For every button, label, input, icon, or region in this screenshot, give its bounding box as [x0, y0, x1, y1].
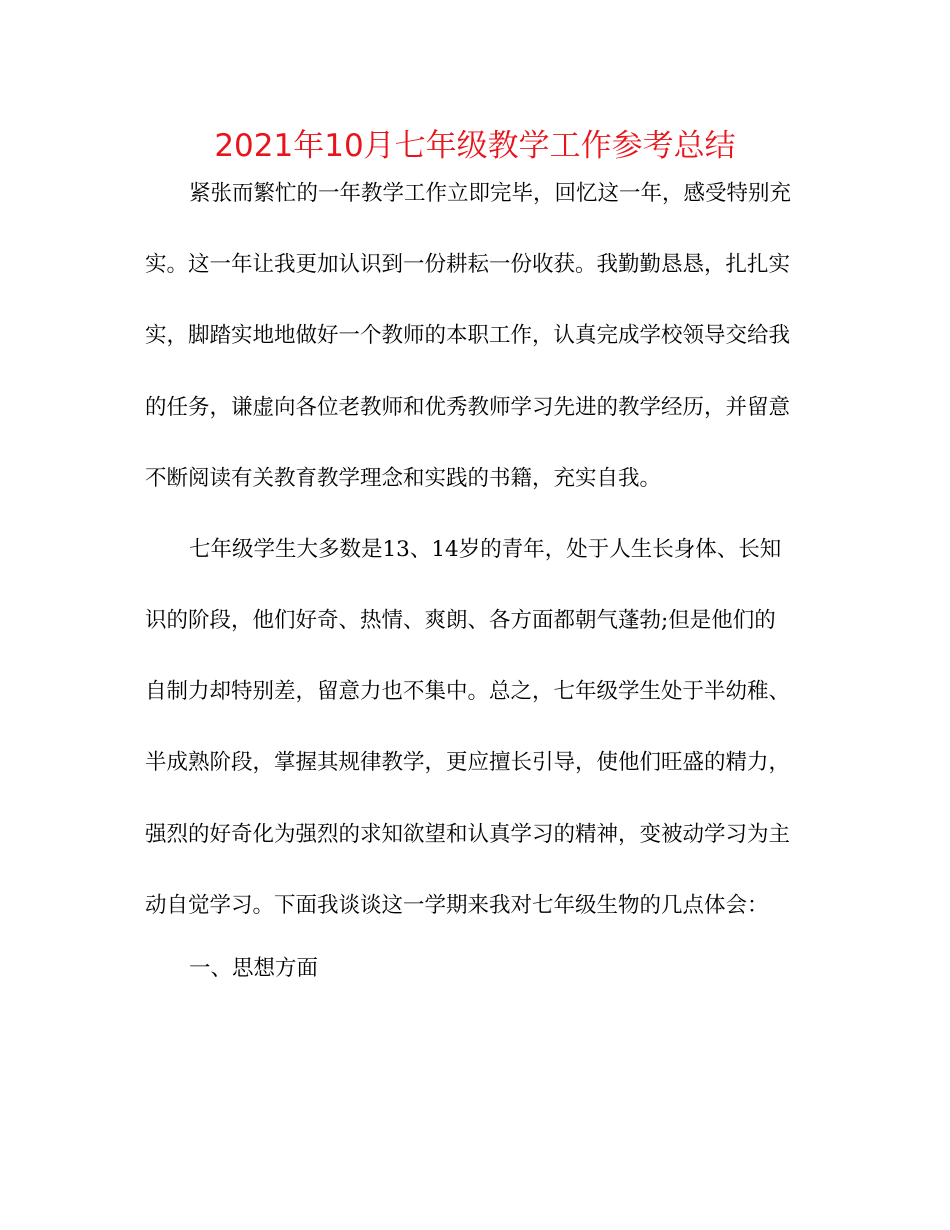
paragraph-2-line-5: 强烈的好奇化为强烈的求知欲望和认真学习的精神，变被动学习为主: [145, 822, 791, 847]
paragraph-2-line-6: 动自觉学习。下面我谈谈这一学期来我对七年级生物的几点体会：: [145, 893, 769, 918]
section-heading: 一、思想方面: [189, 956, 319, 981]
paragraph-1-line-5: 不断阅读有关教育教学理念和实践的书籍，充实自我。: [145, 466, 662, 491]
paragraph-2-line-1: 七年级学生大多数是13、14岁的青年，处于人生长身体、长知: [189, 537, 782, 562]
document-title: 2021年10月七年级教学工作参考总结: [214, 128, 736, 164]
paragraph-1-line-1: 紧张而繁忙的一年教学工作立即完毕，回忆这一年，感受特别充: [189, 181, 792, 206]
paragraph-2-line-3: 自制力却特别差，留意力也不集中。总之，七年级学生处于半幼稚、: [145, 679, 791, 704]
paragraph-1-line-2: 实。这一年让我更加认识到一份耕耘一份收获。我勤勤恳恳，扎扎实: [145, 252, 791, 277]
paragraph-2-line-2: 识的阶段，他们好奇、热情、爽朗、各方面都朝气蓬勃;但是他们的: [145, 608, 776, 633]
paragraph-1-line-3: 实，脚踏实地地做好一个教师的本职工作，认真完成学校领导交给我: [145, 323, 791, 348]
paragraph-2-line-4: 半成熟阶段，掌握其规律教学，更应擅长引导，使他们旺盛的精力，: [145, 750, 791, 775]
paragraph-1-line-4: 的任务，谦虚向各位老教师和优秀教师学习先进的教学经历，并留意: [145, 395, 791, 420]
